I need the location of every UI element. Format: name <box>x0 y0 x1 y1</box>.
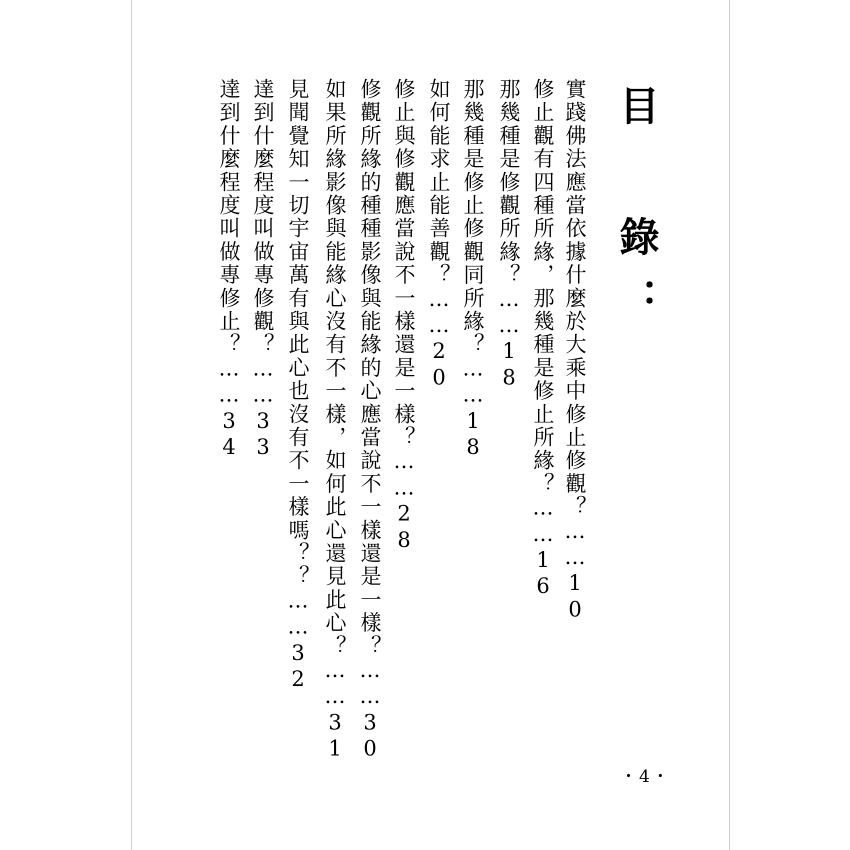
toc-entry-6: 修止與修觀應當說不一樣還是一樣？……28 <box>392 78 416 554</box>
toc-entry-5: 如何能求止能善觀？……20 <box>427 78 451 392</box>
toc-entry-1: 實踐佛法應當依據什麼於大乘中修止修觀？……10 <box>563 78 587 624</box>
toc-entry-3: 那幾種是修觀所緣？……18 <box>497 78 521 392</box>
toc-entry-8: 如果所緣影像與能緣心沒有不一樣，如何此心還見此心？……31 <box>323 78 347 763</box>
toc-entry-9: 見聞覺知一切宇宙萬有與此心也沒有不一樣嗎？？……32 <box>286 78 310 694</box>
toc-entry-2: 修止觀有四種所緣，那幾種是修止所緣？……16 <box>531 78 555 601</box>
toc-entry-10: 達到什麼程度叫做專修觀？……33 <box>251 78 275 462</box>
toc-entry-4: 那幾種是修止修觀同所緣？……18 <box>461 78 485 462</box>
toc-title: 目 錄： <box>613 85 660 340</box>
toc-entry-7: 修觀所緣的種種影像與能緣的心應當說不一樣還是一樣？……30 <box>358 78 382 763</box>
toc-entry-11: 達到什麼程度叫做專修止？……34 <box>217 78 241 462</box>
page-number: ・4・ <box>620 767 671 787</box>
